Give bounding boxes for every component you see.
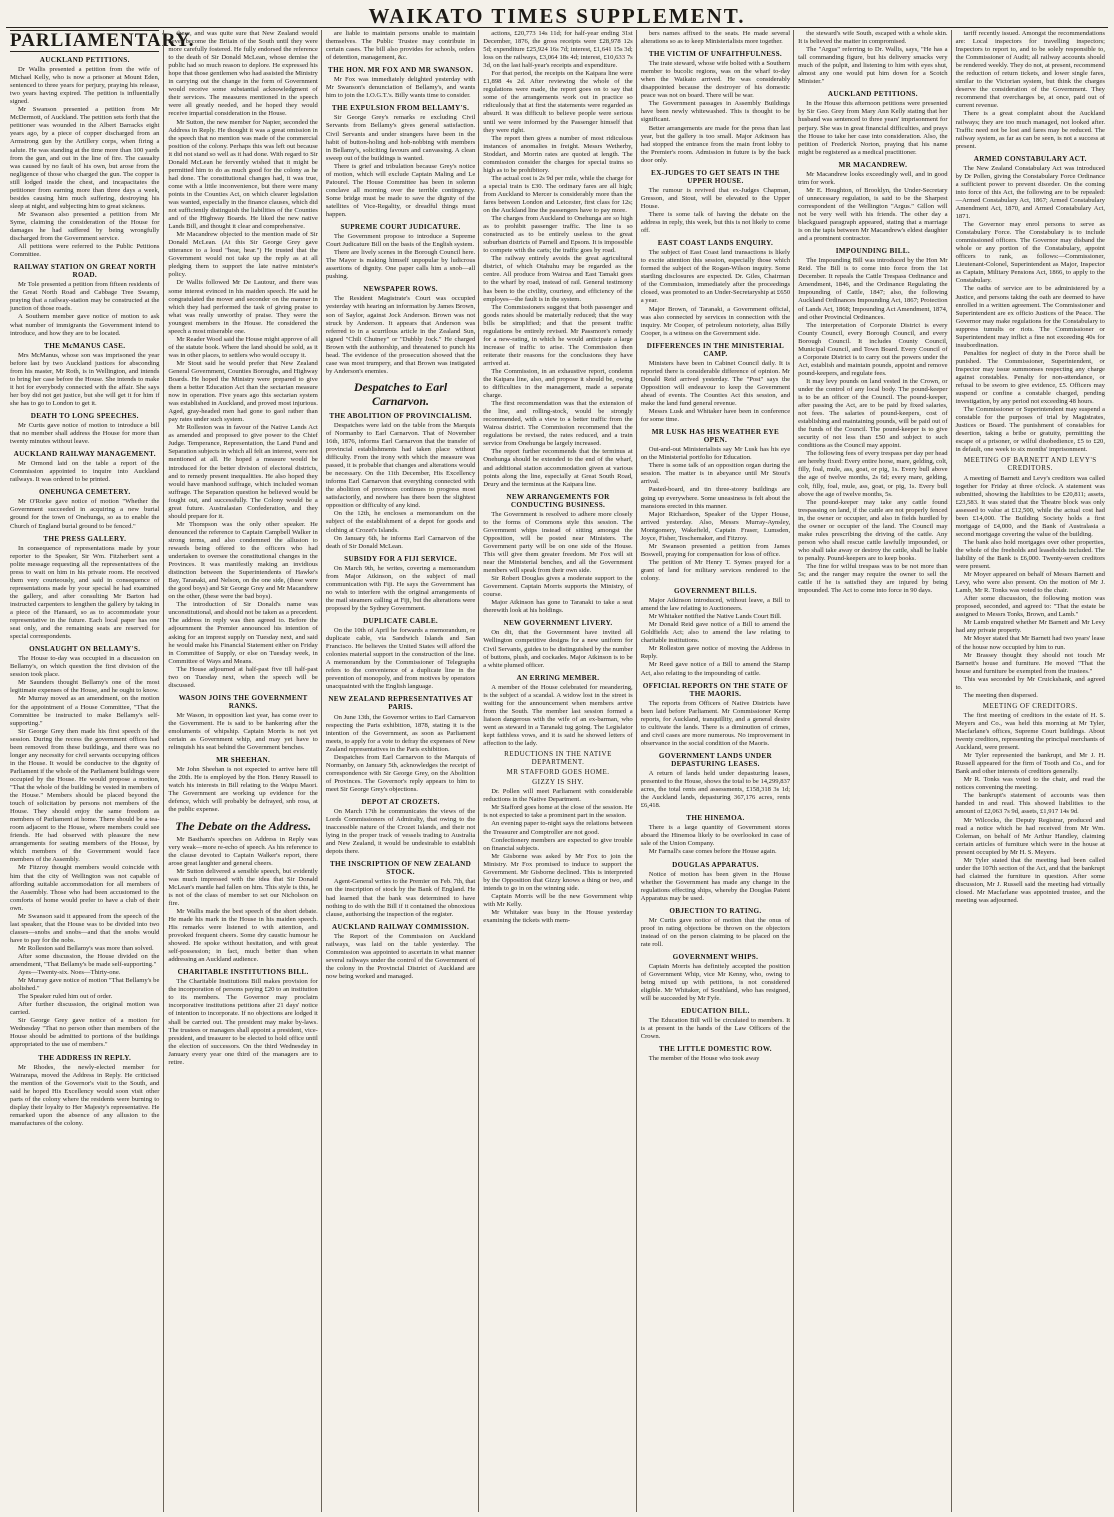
article-paragraph: Mr Stout said he would prefer that New Zealand General Government, Counties Boroughs, and Highway Boards. He hoped the Ministry were prepared to give them a better Education Act than the sectarian measure now in operation. Five years ago this sectarian system was established in Auckland, and proved most injurious. Aged, gray-headed men had gone to gaol rather than pay rates under such system. [168,359,318,424]
article-paragraph: Mr Curtis gave notice of motion to introduce a bill that no member shall address the House for more than twenty minutes without leave. [10,422,160,446]
article-paragraph: Major Atkinson introduced, without leave, a Bill to amend the law relating to Auctioneers. [640,597,791,613]
article-paragraph: The Government passages in Assembly Buildings have been newly whitewashed. This is thought to be significant. [640,100,791,124]
column-7 [951,30,1109,1512]
article-paragraph: Mr Gisborne was asked by Mr Fox to join the Ministry. Mr Fox promised to induce to support the Government. Mr Gisborne declined. This is interpreted by the Opposition that Gizzy knows a thing or two, and intends to go in on the winning side. [483,852,633,892]
article-paragraph: The bank also hold mortgages over other properties, the whole of the freeholds and leaseholds included. The liability of the Bank is £6,000. Twenty-seven creditors were present. [955,538,1105,571]
article-paragraph: The report then gives a number of most ridiculous instances of anomalies in freight. Messrs Wetherby, Stoddart, and Morrin rates are quoted at length. The commission consider the charges for special trains so high as to be prohibitory. [483,134,633,174]
article-paragraph: On June 13th, the Governor writes to Earl Carnarvon respecting the Paris exhibition, 1878, stating it is the intention of the Government, as soon as Parliament meets, to apply for a vote to defray the expenses of New Zealand representatives in the Paris exhibition. [325,713,476,753]
article-headline: GIZZY IS SHY. [532,778,584,787]
article-headline: THE EXPULSION FROM BELLAMY'S. [331,104,470,113]
article-paragraph: An evening paper to-night says the relations between the Treasurer and Comptroller are not good. [483,820,633,836]
article-headline: ONEHUNGA CEMETERY. [38,488,131,497]
article-headline: THE VICTIM OF UNFAITHFULNESS. [648,50,782,59]
article-headline: THE LITTLE DOMESTIC ROW. [659,1045,772,1054]
article-paragraph: Ministers have been in Cabinet Council daily. It is reported there is considerable difference of opinion. Mr Donald Reid arrived yesterday. The "Post" says the Opposition will endeavour to keep the Government ahead of events. The Counties Act this session, and make the land fund general revenue. [640,359,791,408]
article-paragraph: Mr Sutton delivered a sensible speech, but evidently was much impressed with the idea that Sir Donald McLean's mantle had fallen on him. This style is this, he is not of the class of member to set our Nicholson on fire. [168,867,318,907]
article-paragraph: Mr Ormond laid on the table a report of the Commission appointed to inquire into Auckland railways. It was ordered to be printed. [10,460,160,484]
article-paragraph: In the House this afternoon petitions were presented by Sir Geo. Grey from Mary Ann Kelly stating that her husband was sentenced to three years' imprisonment for perjury. She was in great financial difficulties, and prays the House to take her case into consideration. Also, the petition of Frederick Norton, praying that his name might be registered as a medical practitioner. [798,100,948,156]
article-paragraph: There is some talk of an opposition organ during the session. The matter is in abeyance until Mr Stout's arrival. [640,462,791,486]
article-paragraph: Ayes—Twenty-six. Noes—Thirty-one. [18,969,121,977]
article-paragraph: The introduction of Sir Donald's name was unconstitutional, and should not be taken as a precedent. The address in reply was then agreed to. Before the adjournment the Premier announced his intention of asking for an imprest supply on Tuesday next, and said he would make his Financial Statement either on Friday in Committee of Supply, or else on Tuesday week, in Committee of Ways and Means. [168,601,318,665]
article-paragraph: The New Zealand Constabulary Act was introduced by Dr Pollen, giving the Constabulary Force Ordinance a sufficient power to prevent disorder. On the coming into force of this Act, the following are to be repealed:—Armed Constabulary Act, 1867; Armed Constabulary Amendment Act, 1870, and Armed Constabulary Act, 1871. [955,164,1105,221]
article-paragraph: After some discussion, the following motion was proposed, seconded, and agreed to: "That the estate be assigned to Messrs Tonks, Brown, and Lamb." [955,595,1105,619]
article-paragraph: A return of lands held under depasturing leases, presented to the House, shows the total to be 14,299,837 acres, the total rents and assessments, £158,318 3s 1d; the Auckland lands, depasturing 367,176 acres, rents £6,418. [640,770,791,810]
article-paragraph: Sir George Grey then made his first speech of the session. During the recess the government offices had been removed from these buildings, and there was no longer any necessity for civil servants occupying offices in the House. It would be conducive to the dignity of Parliament if the whole of the Parliament buildings were occupied by the House. He would propose a motion, "That the whole of the building be vested in members of the House." Members should be placed beyond the touch of solicitation by persons not members of the House. They should enjoy the same freedom as members of Parliament at home. There should be a tea-room adjacent to the House, where members could see friends. He had observed with pleasure the new arrangements for seating members of the House, by which members of the Government would face members of the Assembly. [10,727,160,864]
article-headline: MR LUSK HAS HIS WEATHER EYE OPEN. [651,428,780,445]
article-headline: WASON JOINS THE GOVERNMENT RANKS. [178,693,308,710]
article-paragraph: Confectionery members are expected to give trouble on financial subjects. [483,836,633,852]
article-paragraph: Sir Robert Douglas gives a moderate support to the Government. Captain Morris supports the Ministry, of course. [483,575,633,599]
article-paragraph: actions, £20,773 14s 11d; for half-year ending 31st December, 1876, the gross receipts were £28,978 12s 5d; expenditure £25,924 16s 7d; interest, £1,641 15s 3d; loss on the railways, £3,064 18s 4d; interest, £10,633 7s 3d, on the last half-year's receipts and expenditure. [483,30,633,70]
article-paragraph: the steward's wife South, escaped with a whole skin. It is believed the matter in compromised. [798,30,948,46]
article-paragraph: Mr Reed gave notice of a Bill to amend the Stamp Act, also relating to the impounding of cattle. [640,661,791,677]
article-headline: NEWSPAPER ROWS. [363,285,438,294]
article-paragraph: Mr Rolleston was in favour of the Native Lands Act as amended and proposed to give power to the Chief Judge. Temperance, Representation, the Land Fund and Separation subjects in which all felt an interest, were not mentioned at all. He hoped a measure would be introduced for the better division of electoral districts, and to remedy present inequalities. He also hoped they would have manhood suffrage, which included woman suffrage. The Separation question he believed would be fought out, and successfully. The Colony would be a great future. Australasian Confederation, and they should prepare for it. [168,424,318,520]
article-headline: MEETING OF BARNETT AND LEVY'S CREDITORS. [963,456,1097,473]
article-headline: IMPOUNDING BILL. [835,247,910,256]
article-paragraph: Mr John Sheehan is not expected to arrive here till the 20th. He is employed by the Hon. Henry Russell to watch his interests in Bill relating to the Waipu Maori. The Government are working up evidence for the defence, which will probably be defrayed, snb rosa, at the public expense. [168,766,318,814]
article-paragraph: Sir George Grey gave notice of a motion for Wednesday "That no person other than members of the House should be admitted to portions of the buildings appropriated to the use of members." [10,1017,160,1049]
article-paragraph: Mr Wason, in opposition last year, has come over to the Government. He is said to be hankering after the emoluments of whipship. Captain Morris is not yet certain as Government whip, and may yet have to relinquish his seat behind the Government benches. [168,711,318,752]
article-paragraph: Mr Swanson presented a petition from Mr McDermott, of Auckland. The petition sets forth that the petitioner was wounded in the Albert Barracks eight years ago, by a piece of copper discharged from an Armstrong gun by the Artillery corps, when firing a salute. He was standing at the time more than 100 yards from the gun, and out in the line of fire. The casualty was caused by no fault of his own, but arose from the negligence of those who charged the gun. The copper is still lodged inside the chest, and incapacitates the petitioner from earning more than three days a week, besides causing him much suffering, destroying his sleep at night, and subjecting him to great sickness. [10,106,160,210]
article-headline: ONSLAUGHT ON BELLAMY'S. [29,645,141,654]
article-paragraph: Messrs Lusk and Whitaker have been in conference for some time. [640,408,791,424]
article-paragraph: Mr Rolleston gave notice of moving the Address in Reply. [640,645,791,661]
column-1 [6,30,195,1512]
article-headline: GOVERNMENT WHIPS. [672,952,759,961]
article-paragraph: Mr Swanson presented a petition from James Boswell, praying for compensation for loss of office. [640,542,791,558]
article-paragraph: tariff recently issued. Amongst the recommendations are: Local inspectors for travelling inspectors; Inspectors to report to, and to be solely responsible to, the Commissioner of Audit; all railway accounts should be rendered weekly. They do not, at present, recommend the reduction of return tickets, and lower single fares, similar to the Victorian system, but think the charges deserve the consideration of the Government. They recommend that overcharges be, at once, paid out of current revenue. [955,30,1105,110]
article-paragraph: Pasted-board, and tin three-storey buildings are going up everywhere. Some uneasiness is felt about the mansions erected in this manner. [640,486,791,510]
article-paragraph: The member of the House who took away [648,1055,760,1063]
article-paragraph: This was seconded by Mr Cruickshank, and agreed to. [955,675,1105,691]
article-paragraph: There are lively scenes in the Borough Council here. The Mayor is making himself unpopular by ludicrous assertions of dignity. One paper calls him a snob—all pushing. [325,249,476,281]
article-paragraph: Mr Wilcocks, the Deputy Registrar, produced and read a notice which he had received from Mr Wm. Coleman, on behalf of Mr Arthur Handley, claiming certain articles of furniture which were in the house at present occupied by Mr H. S. Meyers. [955,816,1105,856]
article-paragraph: Better arrangements are made for the press than last year, but the gallery is too small. Major Atkinson has had stopped the entrance from the main front lobby to the Premier's room. Admission in future is by the back door only. [640,124,791,164]
article-paragraph: A member of the House celebrated for meandering, is the subject of a scandal. A widow lost in the street is waiting for the announcement when members arrive from the South. The member last session formed a liaison dangerous with the wife of an ex-barman, who went as steward in a Taranaki tug going. The Legislator kept faithless vows, and it is said he showed letters of affection to the lady. [483,683,633,748]
article-headline: EAST COAST LANDS ENQUIRY. [657,239,774,248]
article-paragraph: The first meeting of creditors in the estate of H. S. Meyers and Co., was held this morning at Mr Tyler, Macfarlane's offices, Supreme Court buildings. About twenty creditors, representing the principal merchants of Auckland, were present. [955,711,1105,752]
section-heading: Despatches to Earl Carnarvon. [353,379,448,408]
article-paragraph: Dr Wallis presented a petition from the wife of Michael Kelly, who is now a prisoner at Mount Eden, sentenced to three years for perjury, praying his release, two years having expired. The petition is influentially signed. [10,66,160,106]
column-2 [163,30,321,1512]
article-paragraph: The first recommendation was that the extension of the line, and rolling-stock, would be strongly recommended, with a view to a better traffic from the Wairoa district. The Commission recommend that the regulations be revised, the rates reduced, and a train service from Onehunga be largely increased. [483,400,633,448]
article-paragraph: Mr Fox was immediately delighted yesterday with Mr Swanson's denunciation of Bellamy's, and wants him to join the I.O.G.T.'s. Billy wants time to consider. [325,76,476,100]
article-paragraph: The subject of East Coast land transactions is likely to excite attention this session, especially those which formed the subject of the Rogan-Wilson inquiry. Some startling disclosures are expected. Dr. Giles, Chairman of the Commission, immediately after the proceedings closed, was promoted to an Under-Secretaryship at £650 a year. [640,249,791,305]
article-paragraph: Mr E. Houghton, of Brooklyn, the Under-Secretary of unnecessary regulation, is said to be the Sharpest correspondent of the Wellington "Argus." Gillon will not be very well with his friends. The other day a blackguard paragraph appeared, stating that a marriage is on the tapis between Mr Macandrew's eldest daughter and a prominent contractor. [798,186,948,243]
article-paragraph: Mr Rhodes, the newly-elected member for Wairarapa, moved the Address in Reply. He criticised the mention of the Governor's visit to the South, and said he hoped His Excellency would soon visit other parts of the colony where the residents were burning to display their loyalty to Her Majesty's representative. He remarked upon the absence of any allusion to the manufactures of the colony. [10,1063,160,1127]
article-paragraph: Mr Farnall's case comes before the House again. [648,848,777,856]
article-paragraph: There is some talk of having the debate on the address in reply, this week, but this is not likely to come off. [640,210,791,235]
article-paragraph: bers names affixed to the seats. He made several alterations so as to keep Ministerialists more together. [640,30,791,46]
article-paragraph: The fine for wilful trespass was to be not more than 5s; and the ranger may require the owner to sell the cattle if he is satisfied they are injured by being impounded. The Act to come into force in 90 days. [798,563,948,595]
article-paragraph: There is grief and tribulation because Grey's notice of motion, which will exclude Captain Maling and Le Patourel. The House Committee has been in solemn conclave all morning over the terrible contingency. Some bridge must be made to save the dignity of the satellites of Vice-Regality, or dreadful things must happen. [325,162,476,218]
article-paragraph: In consequence of representations made by your reporter to the Speaker, Sir Wm. Fitzherbert sent a polite message requesting all the representatives of the press to wait on him in his private room. He received them very courteously, and said in consequence of representations made by your special he had examined the gallery, and after consulting Mr Barton had instructed carpenters to lengthen the gallery by taking in a piece of the Hansard, so as to accommodate your representative in the future. Each local paper has one seat only, and the remaining seats are reserved for special correspondents. [10,544,160,641]
article-headline: MEETING OF CREDITORS. [982,701,1078,710]
section-heading: The Debate on the Address. [175,818,312,833]
article-paragraph: Mr Murray moved as an amendment, on the motion for the appointment of a House Committee, "That the Committee be instructed to make Bellamy's self-supporting." [10,695,160,727]
article-paragraph: Mr Saunders thought Bellamy's one of the most legitimate expenses of the House, and he ought to know. [10,679,160,695]
article-paragraph: The charges from Auckland to Onehunga are so high as to prohibit passenger traffic. The line is so constructed as to be entirely useless to the great suburban districts of Parnell and Epsom. It is impossible to compete with the carts; the traffic goes by road. [483,215,633,255]
article-paragraph: Mrs McManus, whose son was imprisoned the year before last by two Auckland justices for absconding from his master, Mr Roth, is in Wellington, and intends to bring her case before the House. She intends to make it hot for everybody connected with the affair. She says her boy did not get justice, but she will get it for him if she has to go to London to get it. [10,351,160,407]
article-headline: MR STAFFORD GOES HOME. [506,768,610,777]
article-paragraph: Mr Bastham's speeches on Address in Reply was very weak—more re-echo of speech. As his reference to the clause devoted to Captain Walker's report, there arose great laughter and general cheers. [168,835,318,867]
article-paragraph: On dit, that the Government have invited all Wellington competitive designs for a new uniform for Civil Servants, guides to be distinguished by the number of buttons, plush, and cockades. Major Atkinson is to be a white plumed officer. [483,629,633,669]
article-paragraph: Mr R. Tonks was voted to the chair, and read the notices convening the meeting. [955,776,1105,792]
article-paragraph: The "Argus" referring to Dr. Wallis, says, "He has a tall commanding figure, but his delivery smacks very much of the pulpit, and listening to him with eyes shut, almost any one would put him down for a Scotch Minister." [798,46,948,86]
article-headline: DOUGLAS APPARATUS. [672,860,759,869]
article-paragraph: The pound-keeper may take any cattle found trespassing on land, if the cattle are not properly fenced in, the owner or occupier, and also in fields hurdled by the owner or occupier of the land. The Council may make rules prescribing the driving of the cattle. Any person who shall rescue cattle lawfully impounded, or who shall take away or destroy the cattle, shall be liable to penalty. Pound-keepers are to keep books. [798,498,948,562]
article-paragraph: On January 6th, he informs Earl Carnarvon of the death of Sir Donald McLean. [325,534,476,550]
article-paragraph: Mr Tole presented a petition from fifteen residents of the Great North Road and Cabbage Tree Swamp, praying that a railway-station may be constructed at the junction of those roads. [10,281,160,313]
article-paragraph: The House adjourned at half-past five till half-past two on Tuesday next, when the speech will be discussed. [168,665,318,689]
article-paragraph: Mr Fitzroy thought members would coincide with him that the city of Wellington was not capable of affording suitable accommodation for all members of the Assembly. Those who had been accustomed to the comforts of home would prefer to have a club of their own. [10,864,160,912]
article-paragraph: Despatches from Earl Carnarvon to the Marquis of Normanby, on January 5th, acknowledges the receipt of correspondence with Sir George Grey, on the Abolition of Provinces. The Governor's reply appears to him to meet Sir George Grey's objections. [325,753,476,793]
article-paragraph: A meeting of Barnett and Levy's creditors was called together for Friday at three o'clock. A statement was submitted, showing the liabilities to be £20,811; assets, £23,583. It was stated that the Theatre block was only assessed to value at £12,500, while the actual cost had been £14,000. The Building Society holds a first mortgage of £4,000, and the Bank of Australasia a second mortgage covering the value of the building. [955,474,1105,538]
article-paragraph: Mr Sutton, the new member for Napier, seconded the Address in Reply. He thought it was a great omission in the speech that no mention was made of the commercial position of the colony. Perhaps this was left out because it did not stand so well as it had done. With regard to Sir Donald McLean he fervently wished that it might be permitted him to do as much good for the colony as he had done. The constitutional changes had, it was true, come with a little inconvenience, but there were many points in the Counties Act, on which clearer legislation was wanted, especially in the finance clauses, which did not sufficiently distinguish the liabilities of the Counties and of the Highway Boards. He liked the new native Lands Bill, and thought it clear and comprehensive. [168,118,318,231]
column-3 [321,30,479,1512]
article-paragraph: Captain Morris has definitely accepted the position of Government Whip, vice Mr Kenny, who, owing to being mixed up with petitions, is not considered eligible. Mr Whitaker, of Southland, who has resigned, will be succeeded by Mr Fyfe. [640,963,791,1003]
article-paragraph: Mr Tyler stated that the meeting had been called under the 107th section of the Act, and that the bankrupt had claimed the furniture in question. After some discussion, Mr J. Russell said the meeting had virtually closed. Mr Macfarlane was appointed trustee, and the meeting was adjourned. [955,856,1105,904]
article-paragraph: Dr. Pollen will meet Parliament with considerable reductions in the Native Department. [483,788,633,804]
article-paragraph: are liable to maintain persons unable to maintain themselves. The Public Trustee may contribute in certain cases. The bill also provides for schools, orders of detention, management, &c. [325,30,476,62]
article-paragraph: The railway entirely avoids the great agricultural district, of which Otahuhu may be regarded as the centre. All produce from Wairoa and East Tamaki goes to the wharf by road, instead of rail. General testimony has been to the civility, courtesy, and efficiency of the employes—the fault is in the system. [483,255,633,303]
article-paragraph: Mr Moyer appeared on behalf of Messrs Barnett and Levy, who were also present. On the motion of Mr J. Lamb, Mr R. Tonks was voted to the chair. [955,571,1105,595]
article-paragraph: The bankrupt's statement of accounts was then handed in and read. This showed liabilities to the amount of £2,063 7s 9d, assets, £1,917 14s 9d. [955,792,1105,816]
article-paragraph: Penalties for neglect of duty in the Force shall be punished. The Commissioner, Superintendent, or Inspector may issue summonses respecting any charge against constables. Penalty for non-attendance, or refusal to be sworn to give evidence, £5. Officers may suspend or confine a constable charged, pending investigation, by any period not exceeding 48 hours. [955,349,1105,406]
article-paragraph: There is a great complaint about the Auckland railways; they are too much managed, not looked after. Traffic need not be lost and fares may be reduced. The railway system, as far as can be seen, is not a success at present. [955,110,1105,150]
article-paragraph: Mr Reader Wood said the House might approve of all of the statute book. Where the land should be sold, as it was in other places, to settlers who would occupy it. [168,335,318,359]
article-headline: GOVERNMENT LANDS UNDER DEPASTURING LEASES. [658,751,772,768]
article-paragraph: Mr Curtis gave notice of motion that the onus of proof in rating objections be thrown on the objectors instead of on the person claiming to be placed on the rate roll. [640,916,791,948]
article-paragraph: Mr Wallis made the best speech of the short debate. He made his mark in the House in his maiden speech. His remarks were listened to with attention, and provoked frequent cheers. Some dry caustic humour he showed. He spoke without hesitation, and with great self-possession; in fact, much better than when addressing an Auckland audience. [168,907,318,964]
article-headline: AUCKLAND RAILWAY COMMISSION. [331,922,470,931]
masthead-title: WAIKATO TIMES SUPPLEMENT. [368,4,746,28]
article-paragraph: Mr Murray gave notice of motion "That Bellamy's be abolished." [10,977,160,993]
article-headline: DUPLICATE CABLE. [363,617,439,625]
article-headline: REDUCTIONS IN THE NATIVE DEPARTMENT. [504,750,612,767]
article-paragraph: The meeting then dispersed. [963,691,1038,699]
article-headline: MR MACANDREW. [838,160,908,169]
article-paragraph: The oaths of service are to be administered by a Justice, and persons taking the oath are deemed to have enrolled in a written agreement. The Commissioner and Superintendent are ex officio Justices of the Peace. The Governor may make regulations for the Constabulary to suppress tumults or riots. The Commissioner or Superintendent may inflict a fine not exceeding 40s for insubordination. [955,285,1105,349]
article-headline: OBJECTION TO RATING. [669,906,762,915]
masthead-rule [6,27,1108,28]
article-headline: THE HINEMOA. [686,814,745,823]
article-paragraph: Mr Whitaker was busy in the House yesterday examining the tickets with mem- [483,908,633,925]
article-headline: NEW GOVERNMENT LIVERY. [503,619,613,628]
article-paragraph: The actual cost is 2s 9d per mile, while the charge for a special train is £30. The ordinary fares are all high; from Auckland to Mercer is considerably more than the fares between London and Leicester, first class for 12s; on the Auckland line the passengers have to pay more. [483,174,633,215]
article-paragraph: Despatches were laid on the table from the Marquis of Normanby to Earl Carnarvon. That of November 16th, 1876, informs Earl Carnarvon that the transfer of provincial establishments had taken place without difficulty. From the irony with which the measure was passed, it is probable that changes and alterations would be necessary. On the 11th December, His Excellency informs Earl Carnarvon that everything connected with the abolition of provinces continues to progress most satisfactorily, and nowhere has there been the slightest opposition or difficulty of any kind. [325,421,476,510]
article-paragraph: The reports from Officers of Native Districts have been laid before Parliament. Mr Commissioner Kemp reports, for Auckland, tranquillity, and a general desire to cultivate the lands. There is a diminution of crimes, and civil cases are more numerous. No improvement in observance in the social condition of the Maoris. [640,699,791,747]
article-paragraph: After some discussion, the House divided on the amendment, "That Bellamy's be made self-supporting." [10,952,160,969]
article-paragraph: Mr Tyler represented the bankrupt, and Mr J. H. Russell appeared for the firm of Tooth and Co., and for Bank and other interests of creditors generally. [955,752,1105,776]
article-paragraph: On March 9th, he writes, covering a memorandum from Major Atkinson, on the subject of mail communication with Fiji. He says the Government has no wish to interfere with the original arrangements of the mail steamers calling at Fiji, but the alterations were proposed by the Sydney Government. [325,564,476,612]
article-paragraph: On the 12th, he encloses a memorandum on the subject of the establishment of a depot for goods and clothing at Crozet's Islands. [325,510,476,534]
article-paragraph: The Government is resolved to adhere more closely to the forms of Commons style this session. The Government whips instead of sitting amongst the Opposition, will be posted near Ministers. The Government party will be on one side of the House. This will give them greater freedom. Mr Fox will sit near the Ministerial benches, and all the Government members will speak from their own side. [483,510,633,575]
article-paragraph: Sir George Grey's remarks re excluding Civil Servants from Bellamy's gives general satisfaction. Civil Servants and under strangers have been in the habit of button-holing and hob-nobbing with members in Bellamy's, soliciting favours and canvassing. A clean sweep out of the buildings is wanted. [325,114,476,162]
article-paragraph: On March 17th he communicates the views of the Lords Commissioners of Admiralty, that owing to the inaccessible nature of the Crozet Islands, and their not lying in the proper track of vessels trading to Australia and New Zealand, it would be undesirable to establish depots there. [325,808,476,856]
article-headline: AUCKLAND PETITIONS. [39,56,130,64]
article-headline: GOVERNMENT BILLS. [673,587,757,596]
article-paragraph: There is a large quantity of Government stores aboard the Hinemoa likely to be overlooked in case of sale of the Union Company. [640,824,791,848]
article-paragraph: Major Atkinson has gone to Taranaki to take a seat therewith look at his holdings. [483,599,633,615]
article-paragraph: The Education Bill will be circulated to members. It is at present in the hands of the Law Officers of the Crown. [640,1017,791,1041]
article-paragraph: Mr Lamb enquired whether Mr Barnett and Mr Levy had any private property. [955,619,1105,635]
article-paragraph: Mr Thompson was the only other speaker. He denounced the reference to Captain Campbell Walker in strong terms, and also condemned the allusion to rewards being offered to the officers who had undertaken to oversee the constitutional changes in the Provinces. It was manifestly making an invidious distinction between the Superintendents of Hawke's Bay, Taranaki, and Nelson, on the one side, (these were the good boys) and Sir George Grey and Mr Macandrew on the other, (these were the bad boys). [168,520,318,601]
article-headline: RAILWAY STATION ON GREAT NORTH ROAD. [13,263,156,280]
article-paragraph: Mr Moyer stated that Mr Barnett had two years' lease of the house now occupied by him to run. [955,635,1105,651]
article-paragraph: Out-and-out Ministerialists say Mr Lusk has his eye on the Ministerial portfolio for Education. [640,446,791,462]
article-paragraph: After further discussion, the original motion was carried. [10,1001,160,1017]
article-paragraph: On the 10th of April he forwards a memorandum, re duplicate cable, via Sandwich Islands and San Francisco. He believes the United States will afford the colonies material support in the construction of the line. A memorandum by the Commissioner of Telegraphs refers to the convenience of a duplicate line in the prevention of monopoly, and from motives by operators unacquainted with the English language. [325,627,476,691]
column-container [6,30,1108,1512]
article-headline: MR SHEEHAN. [216,756,271,765]
article-headline: THE ABOLITION OF PROVINCIALISM. [329,411,472,420]
article-paragraph: Mr Stafford goes home at the close of the session. He is not expected to take a prominent part in the session. [483,804,633,820]
article-headline: THE HON. MR FOX AND MR SWANSON. [328,66,474,75]
article-paragraph: For that period, the receipts on the Kaipara line were £1,898 4s 2d. After reviewing the whole of the regulations were made, the report goes on to say that some of the arrangements work out in practice so ridiculously that at first the statements were regarded as absurd. It was difficult to believe people were serious until we were informed by the Passenger himself that they were right. [483,70,633,134]
article-paragraph: The House to-day was occupied in a discussion on Bellamy's, on which question the first division of the session took place. [10,655,160,679]
article-paragraph: Mr Brassey thought they should not touch Mr Barnett's house and furniture. He moved "That the house and furniture be exempted from the trustees." [955,651,1105,675]
article-paragraph: A Southern member gave notice of motion to ask what number of immigrants the Government intend to introduce, and how they are to be located. [10,313,160,337]
article-paragraph: The following fees of every trespass per day per head are hereby fixed: Every entire horse, mare, gelding, colt, filly, foal, mule, ass, goat, or pig, 1s. Every bull above the age of twelve months, 2s 6d; every mare, gelding, colt, filly, foal, mule, ass, goat, or pig, 1s. Every bull above the age of twelve months, 5s. [798,450,948,498]
article-headline: ARMED CONSTABULARY ACT. [973,154,1087,163]
column-6 [793,30,951,1512]
column-5 [636,30,794,1512]
article-paragraph: Major Richardson, Speaker of the Upper House, arrived yesterday. Also, Messrs Murray-Aynsley, Montgomery, Wakefield, Captain Fraser, Lumsden, Joyce, Fisher, Teschemaker, and Fitzroy. [640,510,791,542]
article-paragraph: The Commissioner or Superintendent may suspend a constable for the purposes of trial by Magistrates, Justices or Board. The punishment of constables for desertion, taking a bribe or gratuity, permitting the escape of a prisoner, or wilful disobedience, £5 to £20, in default, one week to six months' imprisonment. [955,406,1105,454]
article-headline: EDUCATION BILL. [681,1007,750,1016]
article-headline: OFFICIAL REPORTS ON THE STATE OF THE MAORIS. [642,681,789,698]
article-headline: THE McMANUS CASE. [44,341,126,350]
article-paragraph: Notice of motion has been given in the House whether the Government has made any change in the regulations effecting ships, whereby the Douglas Patent Apparatus may be used. [640,870,791,902]
article-paragraph: Agent-General writes to the Premier on Feb. 7th, that on the inscription of stock by the Bank of England. He had learned that the bank was determined to have nothing to do with the Bill if it contained the obnoxious clause, authorising the inspection of the register. [325,878,476,918]
article-paragraph: The irate steward, whose wife bolted with a Southern member to bucolic regions, was on the wharf to-day when the Waikato arrived. He was considerably disappointed because the destroyer of his domestic peace was not on board. There will be war. [640,60,791,100]
article-headline: NEW ZEALAND REPRESENTATIVES AT PARIS. [328,695,473,712]
article-paragraph: All petitions were referred to the Public Petitions Committee. [10,243,160,259]
article-paragraph: The Commissioners suggest that both passenger and goods rates should be materially reduced; that the way bills be simplified; and that the present traffic regulations be entirely revised. Mr Passmore's remedy for a new-rating, in which he would anticipate a large increase of traffic to arise. The Commission then reiterate their reasons for the conclusions they have arrived at. [483,303,633,367]
article-headline: THE INSCRIPTION OF NEW ZEALAND STOCK. [329,860,472,877]
article-paragraph: The Report of the Commission on Auckland railways, was laid on the table yesterday. The Commission was appointed to ascertain in what manner several railways under the control of the Government of the colony in the Provincial District of Auckland are now being worked and managed. [325,932,476,980]
article-paragraph: Mr Rolleston said Bellamy's was more than solved. [18,944,154,952]
article-headline: NEW ARRANGEMENTS FOR CONDUCTING BUSINESS. [506,492,610,509]
article-paragraph: Mr O'Rorke gave notice of motion "Whether the Government succeeded in acquiring a new burial ground for the town of Onehunga, so as to enable the Church of England burial ground to be fenced." [10,498,160,530]
article-paragraph: The Charitable Institutions Bill makes provision for the incorporation of persons paying £20 to an institution to its members. The Governor may proclaim incorporative institutions petitions after 21 days' notice of intention to incorporate. If no objections are lodged it shall be carried out. The president may make by-laws. The trustees or managers shall appoint a president, vice-president, and treasurer to be elected to hold office until the election of successors. On the third Wednesday in January every year one third of the managers are to retire. [168,978,318,1066]
article-paragraph: Mr Swanson also presented a petition from Mr Syme, claiming the consideration of the House for damages he had suffered by being wrongfully discharged from the Government service. [10,210,160,243]
article-headline: DEPOT AT CROZETS. [361,797,440,806]
article-paragraph: Mr Whitaker notified the Native Lands Court Bill. [648,613,782,621]
article-paragraph: The Commission, in an exhaustive report, condemn the Kaipara line, also, and propose it should be, owing to difficulties in the management, made a separate charge. [483,367,633,400]
article-paragraph: Mr Swanson said it appeared from the speech of the last speaker, that the House was to be divided into two classes—snobs and snobs—and that the snobs would have to pay for the nobs. [10,912,160,944]
article-paragraph: It may levy pounds on land vested in the Crown, or under the control of any local body. The pound-keeper is to be an officer of the Council. The pound-keeper, after passing the Act, are to be paid by fixed salaries, not fees. The salaries of pound-keepers, cost of establishing and maintaining pounds, will be paid out of the funds of the Council. The pound-keeper is to give security of not less than £50 and subject to such conditions as the Council may appoint. [798,377,948,450]
article-paragraph: The report further recommends that the terminus at Onehunga should be extended to the end of the wharf, and additional station accommodation given at various points along the line, especially at Great South Road, Drury and the terminus at the Kaipara line. [483,448,633,488]
article-headline: SUBSIDY FOR A FIJI SERVICE. [344,554,457,563]
article-headline: DEATH TO LONG SPEECHES. [30,411,139,420]
article-paragraph: The Government propose to introduce a Supreme Court Judicature Bill on the basis of the English system. [325,233,476,249]
article-headline: THE PRESS GALLERY. [43,534,127,543]
article-paragraph: The rumour is revived that ex-Judges Chapman, Gresson, and Stout, will be elevated to the Upper House. [640,186,791,210]
article-headline: AN ERRING MEMBER. [516,673,600,682]
section-title: PARLIAMENTARY. [10,30,195,51]
article-headline: AUCKLAND PETITIONS. [827,90,918,99]
article-paragraph: The petition of Mr Henry T. Symes prayed for a grant of land for military services rendered to the colony. [640,558,791,582]
article-headline: SUPREME COURT JUDICATURE. [340,223,461,232]
article-headline: THE ADDRESS IN REPLY. [38,1053,132,1062]
article-paragraph: Mr Macandrew looks exceedingly well, and in good trim for work. [798,170,948,186]
article-headline: AUCKLAND RAILWAY MANAGEMENT. [13,450,156,459]
article-paragraph: The interpretation of Corporate District is every County Council, every Borough Council, and every Borough Council. It includes County Council, Municipal Council, and Town Board. Every Council of a Corporate District is to carry out the powers under the Act, establish and maintain pounds, appoint and remove pound-keepers, and regulate fees. [798,321,948,377]
article-paragraph: The Speaker ruled him out of order. [18,993,113,1001]
article-paragraph: The Resident Magistrate's Court was occupied yesterday with hearing an information by James Brown, son of Saylor, against Jock Anderson. Brown was not struck by Anderson. It appears that Anderson was referred to in a scurrilous article in the Zealand Sun, signed "Chili Chutney" or "Dubbly Jock." He charged Brown with the authorship, and threatened to punch his head. The evidence of the prosecution showed that the case was most trumpery, and that Brown was instigated by Anderson's enemies. [325,295,476,375]
column-4 [478,30,636,1512]
article-paragraph: The Impounding Bill was introduced by the Hon Mr Reid. The Bill is to come into force from the 1st December. It repeals the Cattle Trespass Ordinance and Amendment, 1846, and the Ordinance Regulating the Impounding of Cattle, 1847; also, the following Auckland Ordinances Impounding Act, 1867; Protection of Lands Act, 1868; Impounding Act Amendment, 1874, and other Provincial Ordinances. [798,257,948,321]
article-paragraph: these, and was quite sure that New Zealand would never become the Britain of the South until they were more carefully fostered. He fully endorsed the reference to the death of Sir Donald McLean, whose demise the public had so much reason to deplore. He expressed his hope that those gentlemen who had assisted the Ministry in carrying out the change in the form of Government would receive some substantial acknowledgment of their services. The measures mentioned in the speech were all greatly needed, and he hoped they would receive impartial consideration in the House. [168,30,318,118]
article-paragraph: Mr Donald Reid gave notice of a Bill to amend the Goldfields Act; also to amend the law relating to charitable institutions. [640,621,791,645]
article-paragraph: Major Brown, of Taranaki, a Government official, was also connected by services in connection with the inquiry. Mr Cooper, of petroleum notoriety, alias Billy Cooper, is a witness on the Government side. [640,305,791,337]
article-headline: EX-JUDGES TO GET SEATS IN THE UPPER HOUSE. [650,168,780,185]
article-paragraph: Dr Wallis followed Mr De Lautour, and there was some interest evinced in his maiden speech. He said he congratulated the mover and seconder on the manner in which they had performed the task of giving praise to what was really unworthy of praise. They were the youngest members in the House. He considered the speech a most miserable one. [168,279,318,335]
article-paragraph: Captain Morris will be the new Government whip with Mr Kelly. [483,892,633,908]
article-paragraph: Mr Macandrew objected to the mention made of Sir Donald McLean. (At this Sir George Grey gave utterance to a loud "hear, hear.") He trusted that the Government would not take up the reply as at all pledging them to support the late native minister's policy. [168,231,318,279]
article-headline: CHARITABLE INSTITUTIONS BILL. [177,968,309,977]
article-headline: DIFFERENCES IN THE MINISTERIAL CAMP. [646,341,785,358]
article-paragraph: The Governor may enrol persons to serve as Constabulary Force. The Constabulary is to include commissioned officers. The Governor may disband the whole or any portion of the Constabulary, appoint officers to rank, as follows:—Commissioner, Lieutenant-Colonel, Superintendent as Major, Inspector as Captain, Military Pensions Act, 1866, to apply to the Constabulary. [955,221,1105,285]
